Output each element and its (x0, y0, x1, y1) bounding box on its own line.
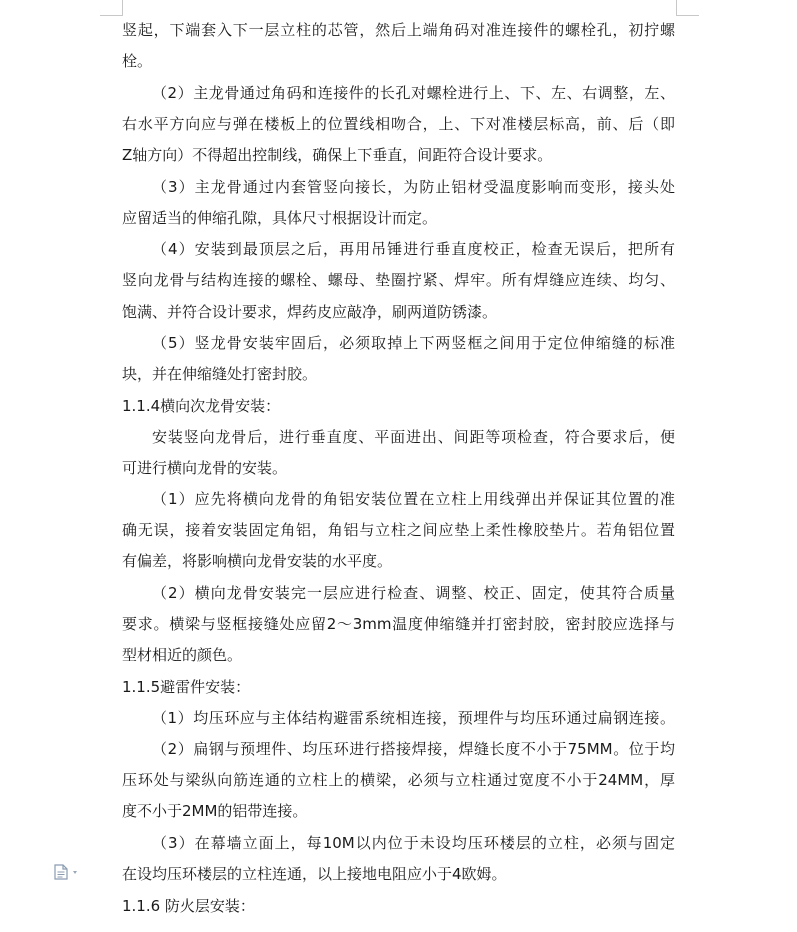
text-line: 确无误，接着安装固定角铝，角铝与立柱之间应垫上柔性橡胶垫片。若角铝位置 (122, 521, 675, 539)
text-line: 在设均压环楼层的立柱连通，以上接地电阻应小于4欧姆。 (122, 865, 507, 883)
text-line: （4）安装到最顶层之后，再用吊锤进行垂直度校正，检查无误后，把所有 (152, 240, 675, 258)
section-heading: 1.1.6 防火层安装： (122, 897, 255, 915)
text-line: Z轴方向）不得超出控制线，确保上下垂直，间距符合设计要求。 (122, 146, 553, 164)
text-line: （1）应先将横向龙骨的角铝安装位置在立柱上用线弹出并保证其位置的准 (152, 490, 675, 508)
text-line: （2）扁钢与预埋件、均压环进行搭接焊接，焊缝长度不小于75MM。位于均 (152, 740, 675, 758)
text-line: 要求。横梁与竖框接缝处应留2～3mm温度伸缩缝并打密封胶，密封胶应选择与 (122, 615, 675, 633)
section-heading: 1.1.5避雷件安装： (122, 678, 251, 696)
document-menu-widget[interactable] (54, 864, 84, 880)
text-line: 有偏差，将影响横向龙骨安装的水平度。 (122, 552, 393, 570)
text-line: 应留适当的伸缩孔隙，具体尺寸根据设计而定。 (122, 209, 438, 227)
text-line: （3）主龙骨通过内套管竖向接长，为防止铝材受温度影响而变形，接头处 (152, 178, 675, 196)
dropdown-caret-icon[interactable] (73, 871, 77, 874)
text-line: （2）横向龙骨安装完一层应进行检查、调整、校正、固定，使其符合质量 (152, 584, 675, 602)
text-line: 安装竖向龙骨后，进行垂直度、平面进出、间距等项检查，符合要求后，便 (152, 428, 675, 446)
section-heading: 1.1.4横向次龙骨安装： (122, 397, 281, 415)
text-line: 栓。 (122, 52, 153, 70)
text-line: （5）竖龙骨安装牢固后，必须取掉上下两竖框之间用于定位伸缩缝的标准 (152, 334, 675, 352)
page-corner-mark-right (676, 0, 699, 16)
text-line: 右水平方向应与弹在楼板上的位置线相吻合，上、下对准楼层标高，前、后（即 (122, 115, 675, 133)
text-line: 块，并在伸缩缝处打密封胶。 (122, 365, 318, 383)
document-icon (55, 865, 67, 879)
text-line: 饱满、并符合设计要求，焊药皮应敲净，刷两道防锈漆。 (122, 303, 498, 321)
text-line: 竖起，下端套入下一层立柱的芯管，然后上端角码对准连接件的螺栓孔，初拧螺 (122, 21, 675, 39)
text-line: （2）主龙骨通过角码和连接件的长孔对螺栓进行上、下、左、右调整，左、 (152, 84, 675, 102)
text-line: 压环处与梁纵向筋连通的立柱上的横梁，必须与立柱通过宽度不小于24MM，厚 (122, 771, 675, 789)
text-line: 度不小于2MM的铝带连接。 (122, 802, 308, 820)
text-line: （3）在幕墙立面上，每10M以内位于未设均压环楼层的立柱，必须与固定 (152, 834, 675, 852)
text-line: 竖向龙骨与结构连接的螺栓、螺母、垫圈拧紧、焊牢。所有焊缝应连续、均匀、 (122, 271, 675, 289)
text-line: （1）均压环应与主体结构避雷系统相连接，预埋件与均压环通过扁钢连接。 (152, 709, 675, 727)
text-line: 型材相近的颜色。 (122, 646, 243, 664)
page-corner-mark-left (100, 0, 123, 16)
text-line: 可进行横向龙骨的安装。 (122, 459, 288, 477)
